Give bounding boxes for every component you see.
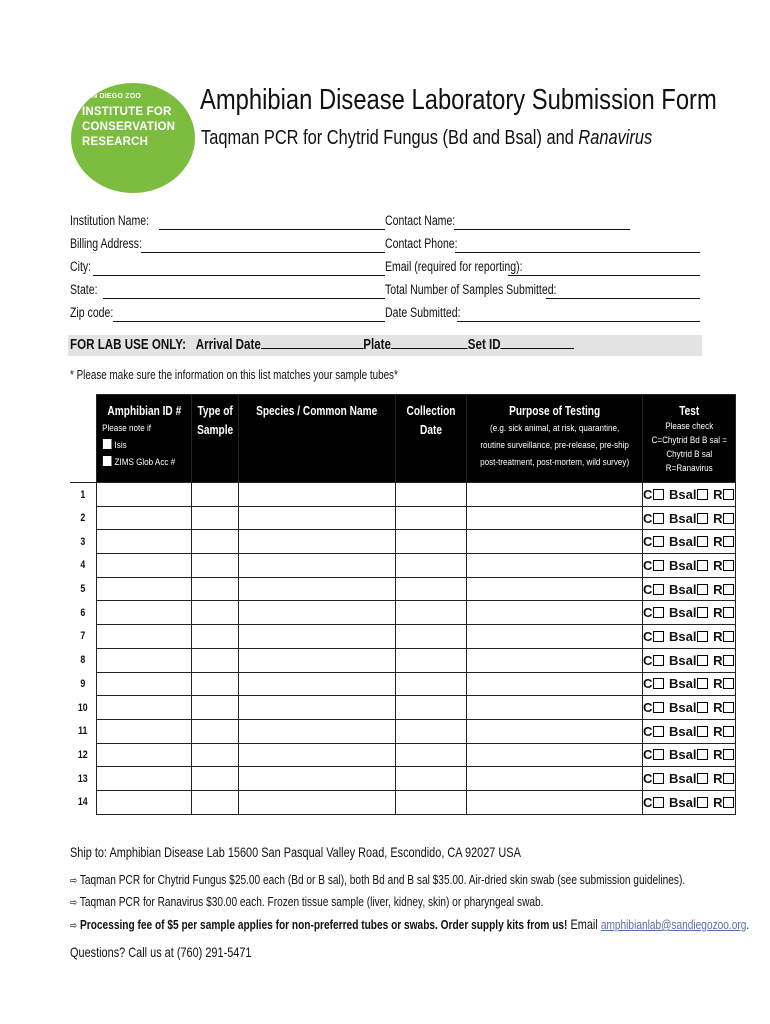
species-cell[interactable] <box>239 506 395 530</box>
bsal-checkbox[interactable] <box>697 607 708 618</box>
test-label-c: C <box>642 628 653 644</box>
type-cell[interactable] <box>192 790 239 814</box>
zip-code-field[interactable] <box>113 321 385 322</box>
row-number: 8 <box>73 648 94 672</box>
collection-date-cell[interactable] <box>395 483 466 507</box>
test-checkboxes <box>642 790 736 814</box>
bullet-chytrid <box>70 872 685 887</box>
ranavirus-checkbox[interactable] <box>723 560 734 571</box>
bsal-checkbox[interactable] <box>697 631 708 642</box>
test-label-r: R <box>713 700 723 716</box>
type-cell[interactable] <box>192 601 239 625</box>
set-id-label: Set ID <box>467 337 501 353</box>
purpose-cell[interactable] <box>466 506 642 530</box>
please-note-if: Please note if <box>101 423 151 434</box>
chytrid-bd-checkbox[interactable] <box>653 489 664 500</box>
bsal-checkbox[interactable] <box>697 560 708 571</box>
amphibian-id-title: Amphibian ID # <box>106 403 181 418</box>
species-cell[interactable] <box>239 483 395 507</box>
test-label-c: C <box>642 723 653 739</box>
purpose-cell[interactable] <box>466 554 642 578</box>
collection-date-cell[interactable] <box>395 648 466 672</box>
form-subtitle <box>201 127 652 150</box>
institution-name-field[interactable] <box>159 229 385 230</box>
collection-date-cell[interactable] <box>395 601 466 625</box>
table-row <box>70 743 736 767</box>
purpose-cell[interactable] <box>466 601 642 625</box>
test-checkboxes <box>642 648 736 672</box>
isis-label: Isis <box>114 440 127 451</box>
bsal-checkbox[interactable] <box>697 726 708 737</box>
test-label-r: R <box>713 723 723 739</box>
table-row <box>70 601 736 625</box>
amphibian-id-cell[interactable] <box>96 743 192 767</box>
amphibian-id-cell[interactable] <box>96 506 192 530</box>
collection-date-title: Collection Date <box>406 403 456 437</box>
bullet-processing <box>70 916 749 932</box>
chytrid-bd-checkbox[interactable] <box>653 584 664 595</box>
logo-line-3: CONSERVATION <box>82 121 176 133</box>
total-samples-label: Total Number of Samples Submitted: <box>385 282 557 297</box>
test-label-r: R <box>713 771 723 787</box>
purpose-hint-1: (e.g. sick animal, at risk, quarantine, <box>489 423 619 434</box>
purpose-hint-3: post-treatment, post-mortem, wild survey) <box>479 457 629 468</box>
bullet-chytrid-text: Taqman PCR for Chytrid Fungus $25.00 each (Bd or B sal), both Bd and B sal $35.00. Air-dried skin swab (see submission guidelines). <box>79 872 686 887</box>
zims-label: ZIMS Glob Acc # <box>114 457 175 468</box>
test-label-bsal: Bsal <box>669 534 697 550</box>
collection-date-cell[interactable] <box>395 577 466 601</box>
row-number: 2 <box>73 506 94 530</box>
contact-phone-field[interactable] <box>455 252 700 253</box>
bsal-checkbox[interactable] <box>697 655 708 666</box>
amphibian-id-cell[interactable] <box>96 577 192 601</box>
chytrid-bd-checkbox[interactable] <box>653 797 664 808</box>
ranavirus-checkbox[interactable] <box>723 607 734 618</box>
zip-code-label: Zip code: <box>70 305 114 320</box>
bsal-checkbox[interactable] <box>697 584 708 595</box>
test-label-r: R <box>713 510 723 526</box>
chytrid-bd-checkbox[interactable] <box>653 749 664 760</box>
purpose-cell[interactable] <box>466 577 642 601</box>
purpose-cell[interactable] <box>466 483 642 507</box>
amphibian-id-cell[interactable] <box>96 625 192 649</box>
type-cell[interactable] <box>192 696 239 720</box>
lab-use-label: FOR LAB USE ONLY: <box>70 337 187 353</box>
subtitle-text: Taqman PCR for Chytrid Fungus (Bd and Bsal) and <box>201 127 579 149</box>
test-label-bsal: Bsal <box>669 771 697 787</box>
test-label-r: R <box>713 486 723 502</box>
table-row <box>70 719 736 743</box>
bsal-checkbox[interactable] <box>697 702 708 713</box>
test-label-c: C <box>642 510 653 526</box>
arrow-icon: ⇨ <box>70 920 78 932</box>
logo-line-1: SAN DIEGO ZOO <box>82 93 141 100</box>
test-label-c: C <box>642 700 653 716</box>
row-number: 13 <box>73 767 94 791</box>
test-label-r: R <box>713 747 723 763</box>
species-cell[interactable] <box>239 719 395 743</box>
chytrid-bd-checkbox[interactable] <box>653 655 664 666</box>
test-checkboxes <box>642 554 736 578</box>
processing-fee-text: Processing fee of $5 per sample applies for non-preferred tubes or swabs. Order supply kits from us! <box>80 917 568 932</box>
logo-line-4: RESEARCH <box>82 136 149 148</box>
test-header <box>642 395 736 483</box>
institution-name-label: Institution Name: <box>70 213 150 228</box>
test-title: Test <box>679 403 700 418</box>
table-row <box>70 483 736 507</box>
ranavirus-checkbox[interactable] <box>723 678 734 689</box>
type-cell[interactable] <box>192 554 239 578</box>
test-hint-1: Please check <box>665 421 714 432</box>
test-label-c: C <box>642 581 653 597</box>
test-label-bsal: Bsal <box>669 723 697 739</box>
test-label-c: C <box>642 486 653 502</box>
row-number: 5 <box>73 577 94 601</box>
test-label-r: R <box>713 628 723 644</box>
zims-checkbox[interactable] <box>102 456 111 466</box>
email-label-text: Email <box>567 916 601 932</box>
collection-date-cell[interactable] <box>395 743 466 767</box>
type-cell[interactable] <box>192 625 239 649</box>
amphibian-id-cell[interactable] <box>96 790 192 814</box>
plate-field[interactable] <box>391 348 468 349</box>
contact-name-field[interactable] <box>454 229 630 230</box>
contact-name-label: Contact Name: <box>385 213 456 228</box>
isis-checkbox[interactable] <box>102 439 111 449</box>
test-label-c: C <box>642 794 653 810</box>
type-of-sample-header <box>192 395 239 483</box>
table-row <box>70 790 736 814</box>
ranavirus-checkbox[interactable] <box>723 655 734 666</box>
row-number: 11 <box>73 719 94 743</box>
species-cell[interactable] <box>239 554 395 578</box>
city-label: City: <box>70 259 92 274</box>
species-cell[interactable] <box>239 672 395 696</box>
row-number: 4 <box>73 554 94 578</box>
period: . <box>746 917 750 932</box>
purpose-hint-2: routine surveillance, pre-release, pre-ship <box>480 440 629 451</box>
test-hint-3: Chytrid B sal <box>666 449 713 460</box>
test-checkboxes <box>642 601 736 625</box>
test-label-bsal: Bsal <box>669 628 697 644</box>
collection-date-cell[interactable] <box>395 625 466 649</box>
amphibian-id-cell[interactable] <box>96 719 192 743</box>
collection-date-cell[interactable] <box>395 719 466 743</box>
species-cell[interactable] <box>239 530 395 554</box>
purpose-header <box>466 395 642 483</box>
test-checkboxes <box>642 506 736 530</box>
email-link[interactable]: amphibianlab@sandiegozoo.org <box>600 917 747 932</box>
ranavirus-checkbox[interactable] <box>723 513 734 524</box>
test-label-r: R <box>713 557 723 573</box>
collection-date-cell[interactable] <box>395 506 466 530</box>
purpose-cell[interactable] <box>466 719 642 743</box>
purpose-cell[interactable] <box>466 625 642 649</box>
row-number: 14 <box>73 790 94 814</box>
test-label-c: C <box>642 747 653 763</box>
row-number: 6 <box>73 601 94 625</box>
test-label-bsal: Bsal <box>669 652 697 668</box>
chytrid-bd-checkbox[interactable] <box>653 607 664 618</box>
subtitle-italic: Ranavirus <box>578 127 653 149</box>
species-cell[interactable] <box>239 767 395 791</box>
logo-text <box>82 105 175 150</box>
sample-table <box>70 394 736 815</box>
chytrid-bd-checkbox[interactable] <box>653 560 664 571</box>
type-cell[interactable] <box>192 577 239 601</box>
chytrid-bd-checkbox[interactable] <box>653 513 664 524</box>
ship-to: Ship to: Amphibian Disease Lab 15600 San Pasqual Valley Road, Escondido, CA 92027 USA <box>70 844 521 860</box>
test-label-bsal: Bsal <box>669 581 697 597</box>
test-checkboxes <box>642 719 736 743</box>
test-label-bsal: Bsal <box>669 486 697 502</box>
row-number: 10 <box>73 696 94 720</box>
test-hint-2: C=Chytrid Bd B sal = <box>651 435 727 446</box>
test-checkboxes <box>642 483 736 507</box>
type-cell[interactable] <box>192 530 239 554</box>
amphibian-id-cell[interactable] <box>96 601 192 625</box>
row-number: 7 <box>73 625 94 649</box>
type-cell[interactable] <box>192 648 239 672</box>
row-number: 1 <box>73 483 94 507</box>
test-label-c: C <box>642 605 653 621</box>
set-id-field[interactable] <box>501 348 575 349</box>
date-submitted-label: Date Submitted: <box>385 305 461 320</box>
chytrid-bd-checkbox[interactable] <box>653 702 664 713</box>
test-checkboxes <box>642 625 736 649</box>
chytrid-bd-checkbox[interactable] <box>653 773 664 784</box>
chytrid-bd-checkbox[interactable] <box>653 631 664 642</box>
plate-label: Plate <box>363 337 391 353</box>
collection-date-cell[interactable] <box>395 530 466 554</box>
bullet-ranavirus-text: Taqman PCR for Ranavirus $30.00 each. Frozen tissue sample (liver, kidney, skin) or pharyngeal swab. <box>79 894 544 909</box>
species-cell[interactable] <box>239 601 395 625</box>
bsal-checkbox[interactable] <box>697 749 708 760</box>
chytrid-bd-checkbox[interactable] <box>653 726 664 737</box>
arrival-date-label: Arrival Date <box>195 337 261 353</box>
test-label-c: C <box>642 652 653 668</box>
row-number: 9 <box>73 672 94 696</box>
table-row <box>70 648 736 672</box>
table-row <box>70 767 736 791</box>
amphibian-id-cell[interactable] <box>96 696 192 720</box>
type-cell[interactable] <box>192 483 239 507</box>
type-cell[interactable] <box>192 767 239 791</box>
institute-logo <box>71 83 195 193</box>
amphibian-id-cell[interactable] <box>96 767 192 791</box>
ranavirus-checkbox[interactable] <box>723 631 734 642</box>
form-title: Amphibian Disease Laboratory Submission Form <box>200 84 717 116</box>
test-label-bsal: Bsal <box>669 605 697 621</box>
test-checkboxes <box>642 743 736 767</box>
collection-date-cell[interactable] <box>395 790 466 814</box>
chytrid-bd-checkbox[interactable] <box>653 678 664 689</box>
amphibian-id-header <box>96 395 192 483</box>
bsal-checkbox[interactable] <box>697 489 708 500</box>
bsal-checkbox[interactable] <box>697 678 708 689</box>
email-field[interactable] <box>508 275 700 276</box>
test-label-bsal: Bsal <box>669 747 697 763</box>
amphibian-id-cell[interactable] <box>96 554 192 578</box>
amphibian-id-cell[interactable] <box>96 530 192 554</box>
collection-date-cell[interactable] <box>395 767 466 791</box>
type-of-sample-title: Type of Sample <box>197 403 234 437</box>
questions-phone: Questions? Call us at (760) 291-5471 <box>70 944 252 960</box>
ranavirus-checkbox[interactable] <box>723 797 734 808</box>
email-label: Email (required for reporting): <box>385 259 523 274</box>
ranavirus-checkbox[interactable] <box>723 749 734 760</box>
arrow-icon: ⇨ <box>70 875 78 887</box>
test-checkboxes <box>642 530 736 554</box>
ranavirus-checkbox[interactable] <box>723 726 734 737</box>
test-label-bsal: Bsal <box>669 794 697 810</box>
ranavirus-checkbox[interactable] <box>723 489 734 500</box>
amphibian-id-cell[interactable] <box>96 648 192 672</box>
amphibian-id-cell[interactable] <box>96 483 192 507</box>
arrival-date-field[interactable] <box>261 348 363 349</box>
test-label-bsal: Bsal <box>669 676 697 692</box>
bullet-ranavirus <box>70 894 543 909</box>
species-cell[interactable] <box>239 696 395 720</box>
test-label-r: R <box>713 605 723 621</box>
type-cell[interactable] <box>192 719 239 743</box>
species-cell[interactable] <box>239 743 395 767</box>
test-label-r: R <box>713 794 723 810</box>
billing-address-field[interactable] <box>141 252 385 253</box>
type-cell[interactable] <box>192 672 239 696</box>
test-checkboxes <box>642 696 736 720</box>
row-number-header <box>70 395 96 483</box>
table-row <box>70 554 736 578</box>
table-row <box>70 672 736 696</box>
collection-date-cell[interactable] <box>395 554 466 578</box>
bsal-checkbox[interactable] <box>697 773 708 784</box>
purpose-cell[interactable] <box>466 530 642 554</box>
test-label-bsal: Bsal <box>669 700 697 716</box>
bsal-checkbox[interactable] <box>697 797 708 808</box>
test-label-bsal: Bsal <box>669 510 697 526</box>
purpose-cell[interactable] <box>466 743 642 767</box>
species-title: Species / Common Name <box>256 403 378 418</box>
species-cell[interactable] <box>239 648 395 672</box>
collection-date-header <box>395 395 466 483</box>
row-number: 3 <box>73 530 94 554</box>
type-cell[interactable] <box>192 743 239 767</box>
species-cell[interactable] <box>239 790 395 814</box>
logo-line-2: INSTITUTE FOR <box>82 106 172 118</box>
test-checkboxes <box>642 577 736 601</box>
date-submitted-field[interactable] <box>457 321 700 322</box>
chytrid-bd-checkbox[interactable] <box>653 536 664 547</box>
species-cell[interactable] <box>239 625 395 649</box>
purpose-cell[interactable] <box>466 648 642 672</box>
contact-phone-label: Contact Phone: <box>385 236 458 251</box>
test-label-c: C <box>642 676 653 692</box>
collection-date-cell[interactable] <box>395 672 466 696</box>
test-label-r: R <box>713 676 723 692</box>
purpose-cell[interactable] <box>466 790 642 814</box>
ranavirus-checkbox[interactable] <box>723 773 734 784</box>
amphibian-id-cell[interactable] <box>96 672 192 696</box>
test-label-r: R <box>713 534 723 550</box>
tube-match-note: * Please make sure the information on this list matches your sample tubes* <box>70 367 398 382</box>
bsal-checkbox[interactable] <box>697 513 708 524</box>
table-row <box>70 577 736 601</box>
state-label: State: <box>70 282 98 297</box>
city-field[interactable] <box>93 275 385 276</box>
test-label-c: C <box>642 534 653 550</box>
test-label-c: C <box>642 771 653 787</box>
billing-address-label: Billing Address: <box>70 236 143 251</box>
state-field[interactable] <box>103 298 385 299</box>
lab-use-text <box>70 337 574 353</box>
test-label-c: C <box>642 557 653 573</box>
test-hint-4: R=Ranavirus <box>665 463 713 474</box>
total-samples-field[interactable] <box>546 298 700 299</box>
ranavirus-checkbox[interactable] <box>723 536 734 547</box>
purpose-cell[interactable] <box>466 767 642 791</box>
table-row <box>70 696 736 720</box>
test-label-r: R <box>713 581 723 597</box>
purpose-cell[interactable] <box>466 696 642 720</box>
test-checkboxes <box>642 767 736 791</box>
test-label-bsal: Bsal <box>669 557 697 573</box>
ranavirus-checkbox[interactable] <box>723 584 734 595</box>
type-cell[interactable] <box>192 506 239 530</box>
table-row <box>70 530 736 554</box>
table-row <box>70 625 736 649</box>
collection-date-cell[interactable] <box>395 696 466 720</box>
test-label-r: R <box>713 652 723 668</box>
species-header <box>239 395 395 483</box>
test-checkboxes <box>642 672 736 696</box>
ranavirus-checkbox[interactable] <box>723 702 734 713</box>
species-cell[interactable] <box>239 577 395 601</box>
bsal-checkbox[interactable] <box>697 536 708 547</box>
purpose-title: Purpose of Testing <box>508 403 600 418</box>
purpose-cell[interactable] <box>466 672 642 696</box>
arrow-icon: ⇨ <box>70 897 78 909</box>
table-row <box>70 506 736 530</box>
row-number: 12 <box>73 743 94 767</box>
